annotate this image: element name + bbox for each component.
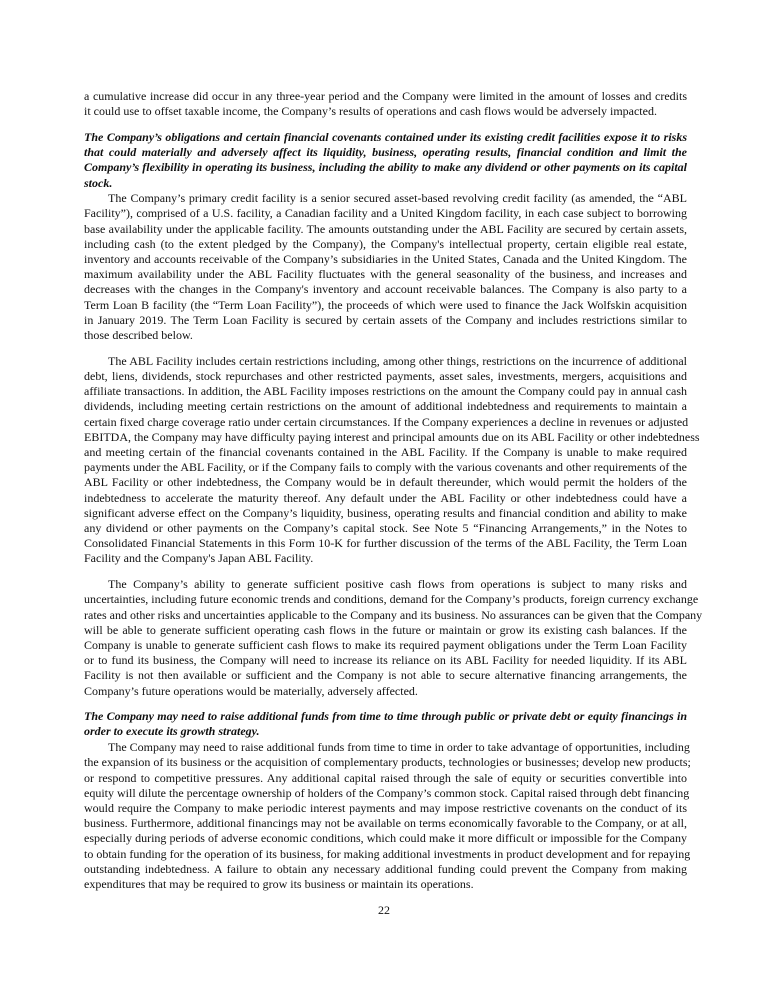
text-line: to obtain funding for the operation of its business, for making additional investments in product development and for repaying <box>84 846 691 861</box>
text-line: Term Loan B facility (the “Term Loan Facility”), the proceeds of which were used to finance the Jack Wolfskin acquisition <box>84 297 687 312</box>
text-line: ABL Facility or other indebtedness, the Company would be in default thereunder, which would permit the holders of the <box>84 475 687 490</box>
text-line: certain fixed charge coverage ratio under certain circumstances. If the Company experiences a decline in revenues or adjusted <box>84 414 689 429</box>
text-line: EBITDA, the Company may have difficulty paying interest and principal amounts due on its ABL Facility or other indebtedness <box>84 429 700 444</box>
body-paragraph <box>84 191 687 343</box>
text-line: those described below. <box>84 328 193 343</box>
text-line: will be able to generate sufficient operating cash flows in the future or maintain or grow its existing cash balances. If the <box>84 622 687 637</box>
text-line: in January 2019. The Term Loan Facility is secured by certain assets of the Company and includes restrictions similar to <box>84 312 687 327</box>
text-line: expenditures that may be required to grow its business or maintain its operations. <box>84 876 474 891</box>
text-line: debt, liens, dividends, stock repurchases and other restricted payments, asset sales, investments, mergers, acquisitions and <box>84 368 687 383</box>
text-line: uncertainties, including future economic trends and conditions, demand for the Company’s products, foreign currency exchange <box>84 592 699 607</box>
document-page <box>84 89 703 903</box>
text-line: The Company may need to raise additional funds from time to time in order to take advantage of opportunities, including <box>108 740 690 755</box>
text-line: decreases with the changes in the Company's inventory and account receivable balances. The Company is also party to a <box>84 282 687 297</box>
body-paragraph <box>84 353 700 567</box>
body-paragraph <box>84 740 691 892</box>
text-line: would require the Company to make periodic interest payments and may impose restrictive covenants on the conduct of its <box>84 800 687 815</box>
text-line: or respond to competitive pressures. Any additional capital raised through the sale of equity or securities convertible into <box>84 770 687 785</box>
text-line: Facility is not then available or sufficient and the Company is not able to secure alternative financing arrangements, the <box>84 668 687 683</box>
text-line: affiliate transactions. In addition, the ABL Facility imposes restrictions on the amount the Company could pay in annual cash <box>84 384 687 399</box>
text-line: dividends, including meeting certain restrictions on the amount of additional indebtedness and requirements to maintain a <box>84 399 687 414</box>
text-line: especially during periods of adverse economic conditions, which could make it more difficult or impossible for the Company <box>84 831 687 846</box>
text-line: Company’s flexibility in operating its business, including the ability to make any dividend or other payments on its capital <box>84 160 687 175</box>
text-line: Facility and the Company's Japan ABL Facility. <box>84 551 314 566</box>
text-line: Facility”), comprised of a U.S. facility, a Canadian facility and a United Kingdom facility, in each case subject to borrowing <box>84 206 687 221</box>
text-line: the expansion of its business or the acquisition of complementary products, technologies or businesses; develop new products; <box>84 755 691 770</box>
text-line: indebtedness to accelerate the maturity thereof. Any default under the ABL Facility or other indebtedness could have a <box>84 490 687 505</box>
text-line: stock. <box>84 175 113 190</box>
text-line: inventory and accounts receivable of the Company’s subsidiaries in the United States, Canada and the United Kingdom. The <box>84 252 687 267</box>
text-line: The ABL Facility includes certain restrictions including, among other things, restrictions on the incurrence of additional <box>108 353 687 368</box>
text-line: outstanding indebtedness. A failure to obtain any necessary additional funding could prevent the Company from making <box>84 861 687 876</box>
text-line: including cash (to the extent pledged by the Company), the Company's intellectual property, certain eligible real estate, <box>84 236 687 251</box>
page-number: 22 <box>378 903 390 917</box>
text-line: that could materially and adversely affect its liquidity, business, operating results, financial condition and limit the <box>84 145 687 160</box>
section-heading <box>84 130 687 191</box>
text-line: Company’s future operations would be materially, adversely affected. <box>84 683 418 698</box>
text-line: it could use to offset taxable income, the Company’s results of operations and cash flows would be adversely impacted. <box>84 104 657 119</box>
text-line: Company is unable to generate sufficient cash flows to make its required payment obligations under the Term Loan Facility <box>84 637 687 652</box>
body-paragraph <box>84 577 703 699</box>
text-line: business. Furthermore, additional financings may not be available on terms economically favorable to the Company, or at all, <box>84 816 687 831</box>
text-line: equity will dilute the percentage ownership of holders of the Company’s common stock. Capital raised through debt financing <box>84 785 690 800</box>
text-line: payments under the ABL Facility, or if the Company fails to comply with the various covenants and other requirements of the <box>84 460 687 475</box>
text-line: or to fund its business, the Company will need to increase its reliance on its ABL Facility for needed liquidity. If its ABL <box>84 653 687 668</box>
text-line: significant adverse effect on the Company’s liquidity, business, operating results and financial condition and ability to make <box>84 505 687 520</box>
text-line: any dividend or other payments on the Company’s capital stock. See Note 5 “Financing Arrangements,” in the Notes to <box>84 520 687 535</box>
text-line: a cumulative increase did occur in any three-year period and the Company were limited in the amount of losses and credits <box>84 89 687 103</box>
text-line: Consolidated Financial Statements in this Form 10-K for further discussion of the terms of the ABL Facility, the Term Loan <box>84 536 687 551</box>
text-line: maximum availability under the ABL Facility fluctuates with the general seasonality of the business, and increases and <box>84 267 687 282</box>
text-line: base availability under the applicable facility. The amounts outstanding under the ABL Facility are secured by certain assets, <box>84 221 687 236</box>
body-paragraph <box>84 89 687 119</box>
text-line: rates and other risks and uncertainties applicable to the Company and its business. No assurances can be given that the Company <box>84 607 703 622</box>
text-line: The Company’s ability to generate sufficient positive cash flows from operations is subject to many risks and <box>108 577 687 592</box>
text-line: The Company’s obligations and certain financial covenants contained under its existing credit facilities expose it to risks <box>84 129 687 144</box>
text-line: order to execute its growth strategy. <box>84 724 260 739</box>
text-line: and meeting certain of the financial covenants contained in the ABL Facility. If the Company is unable to make required <box>84 444 687 459</box>
text-line: The Company’s primary credit facility is a senior secured asset-based revolving credit facility (as amended, the “ABL <box>108 191 687 206</box>
section-heading <box>84 709 687 739</box>
text-line: The Company may need to raise additional funds from time to time through public or private debt or equity financings in <box>84 709 687 724</box>
